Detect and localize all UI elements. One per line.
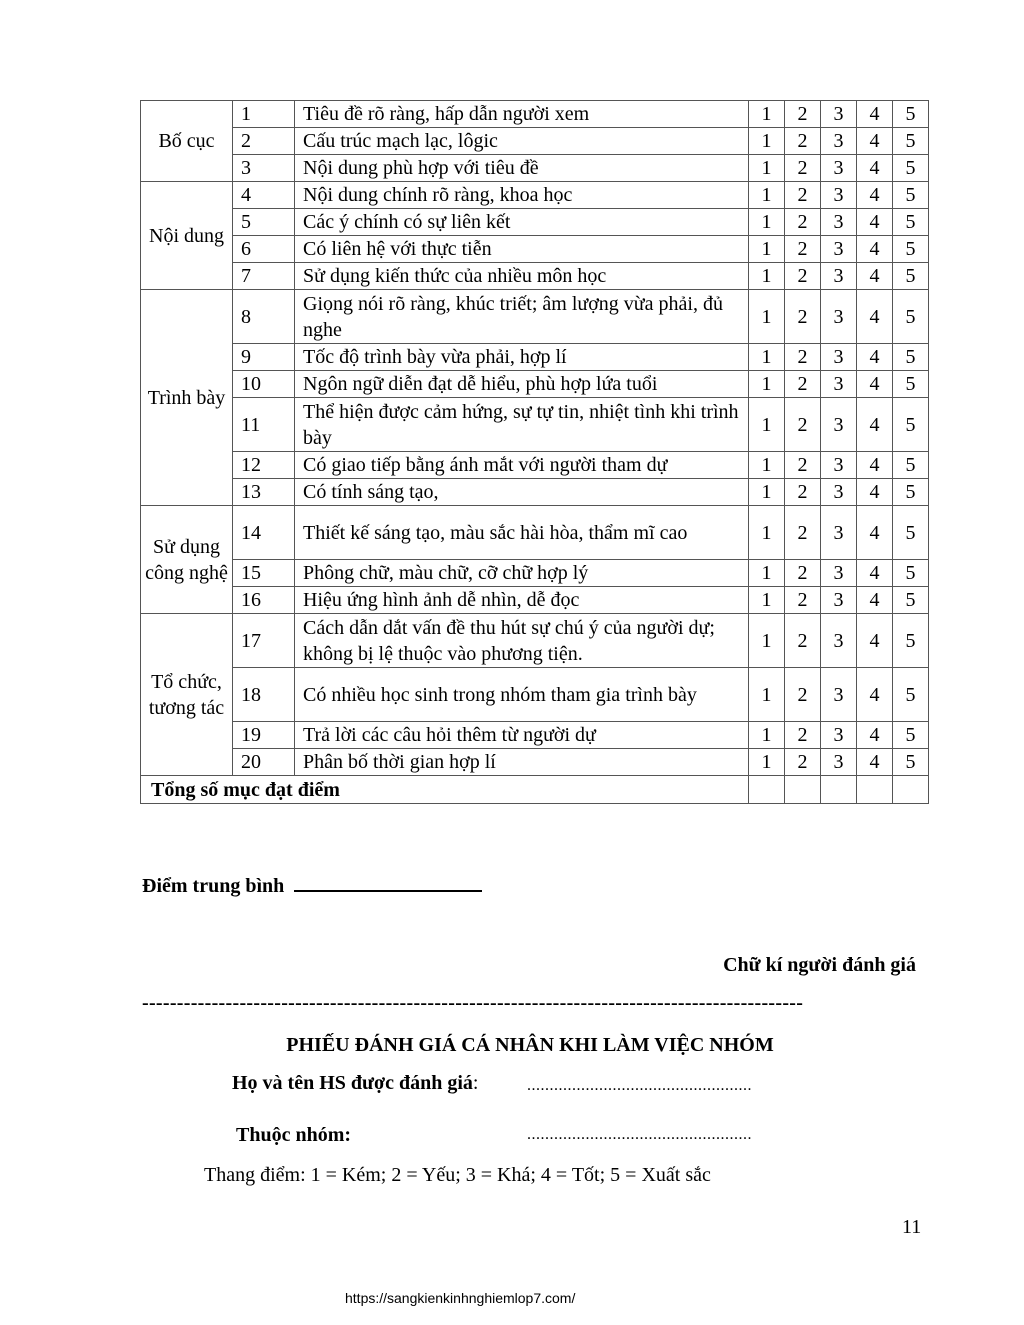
score-option-4[interactable]: 4 bbox=[857, 128, 893, 155]
score-option-3[interactable]: 3 bbox=[821, 749, 857, 776]
rubric-row bbox=[141, 398, 929, 452]
score-option-4[interactable]: 4 bbox=[857, 182, 893, 209]
rubric-row bbox=[141, 155, 929, 182]
total-cell[interactable] bbox=[749, 776, 785, 804]
rubric-row bbox=[141, 749, 929, 776]
criterion-text: Giọng nói rõ ràng, khúc triết; âm lượng vừa phải, đủ nghe bbox=[295, 290, 749, 344]
criterion-number: 9 bbox=[233, 344, 295, 371]
score-option-5[interactable]: 5 bbox=[893, 668, 929, 722]
score-option-1[interactable]: 1 bbox=[749, 236, 785, 263]
score-option-2[interactable]: 2 bbox=[785, 668, 821, 722]
criterion-text: Có tính sáng tạo, bbox=[295, 479, 749, 506]
score-option-4[interactable]: 4 bbox=[857, 560, 893, 587]
score-option-4[interactable]: 4 bbox=[857, 479, 893, 506]
criterion-number: 10 bbox=[233, 371, 295, 398]
separator-line: ----------------------------------------------------------------------------------------------- bbox=[142, 992, 804, 1014]
rubric-body bbox=[141, 101, 929, 804]
rubric-row bbox=[141, 560, 929, 587]
criterion-number: 6 bbox=[233, 236, 295, 263]
criterion-number: 18 bbox=[233, 668, 295, 722]
score-option-3[interactable]: 3 bbox=[821, 722, 857, 749]
rubric-row bbox=[141, 182, 929, 209]
page-number: 11 bbox=[902, 1216, 922, 1238]
rubric-row bbox=[141, 722, 929, 749]
criterion-number: 4 bbox=[233, 182, 295, 209]
score-option-1[interactable]: 1 bbox=[749, 506, 785, 560]
criterion-text: Cách dẫn dắt vấn đề thu hút sự chú ý của người dự; không bị lệ thuộc vào phương tiện. bbox=[295, 614, 749, 668]
score-option-2[interactable]: 2 bbox=[785, 101, 821, 128]
score-option-4[interactable]: 4 bbox=[857, 506, 893, 560]
score-option-4[interactable]: 4 bbox=[857, 614, 893, 668]
score-option-4[interactable]: 4 bbox=[857, 452, 893, 479]
criterion-text: Có giao tiếp bằng ánh mắt với người tham dự bbox=[295, 452, 749, 479]
score-option-2[interactable]: 2 bbox=[785, 587, 821, 614]
score-option-4[interactable]: 4 bbox=[857, 398, 893, 452]
evaluation-rubric-table bbox=[140, 100, 929, 804]
total-cell[interactable] bbox=[785, 776, 821, 804]
total-cell[interactable] bbox=[893, 776, 929, 804]
score-option-3[interactable]: 3 bbox=[821, 560, 857, 587]
average-score-label: Điểm trung bình bbox=[142, 875, 285, 897]
score-option-3[interactable]: 3 bbox=[821, 290, 857, 344]
score-option-1[interactable]: 1 bbox=[749, 101, 785, 128]
score-option-5[interactable]: 5 bbox=[893, 290, 929, 344]
score-option-1[interactable]: 1 bbox=[749, 344, 785, 371]
score-option-3[interactable]: 3 bbox=[821, 506, 857, 560]
score-option-4[interactable]: 4 bbox=[857, 263, 893, 290]
score-option-4[interactable]: 4 bbox=[857, 587, 893, 614]
score-option-1[interactable]: 1 bbox=[749, 290, 785, 344]
criterion-text: Nội dung phù hợp với tiêu đề bbox=[295, 155, 749, 182]
score-option-5[interactable]: 5 bbox=[893, 182, 929, 209]
category-label: Sử dụng công nghệ bbox=[141, 506, 233, 614]
score-option-5[interactable]: 5 bbox=[893, 560, 929, 587]
criterion-text: Phông chữ, màu chữ, cỡ chữ hợp lý bbox=[295, 560, 749, 587]
rubric-row bbox=[141, 371, 929, 398]
criterion-number: 15 bbox=[233, 560, 295, 587]
score-option-3[interactable]: 3 bbox=[821, 398, 857, 452]
score-option-2[interactable]: 2 bbox=[785, 209, 821, 236]
rubric-row bbox=[141, 263, 929, 290]
rubric-row bbox=[141, 506, 929, 560]
score-option-1[interactable]: 1 bbox=[749, 182, 785, 209]
average-score-row bbox=[142, 872, 482, 898]
rubric-row bbox=[141, 587, 929, 614]
criterion-text: Có nhiều học sinh trong nhóm tham gia trình bày bbox=[295, 668, 749, 722]
criterion-text: Thể hiện được cảm hứng, sự tự tin, nhiệt tình khi trình bày bbox=[295, 398, 749, 452]
score-option-5[interactable]: 5 bbox=[893, 587, 929, 614]
score-option-3[interactable]: 3 bbox=[821, 101, 857, 128]
student-name-blank[interactable]: .................................................. bbox=[527, 1077, 752, 1094]
score-option-4[interactable]: 4 bbox=[857, 155, 893, 182]
score-option-5[interactable]: 5 bbox=[893, 344, 929, 371]
score-option-2[interactable]: 2 bbox=[785, 506, 821, 560]
score-option-3[interactable]: 3 bbox=[821, 128, 857, 155]
criterion-text: Phân bố thời gian hợp lí bbox=[295, 749, 749, 776]
score-option-4[interactable]: 4 bbox=[857, 371, 893, 398]
score-option-2[interactable]: 2 bbox=[785, 371, 821, 398]
score-option-2[interactable]: 2 bbox=[785, 263, 821, 290]
rubric-row bbox=[141, 101, 929, 128]
criterion-text: Có liên hệ với thực tiễn bbox=[295, 236, 749, 263]
score-option-1[interactable]: 1 bbox=[749, 155, 785, 182]
criterion-number: 20 bbox=[233, 749, 295, 776]
group-label: Thuộc nhóm: bbox=[236, 1124, 352, 1146]
rubric-row bbox=[141, 290, 929, 344]
score-option-3[interactable]: 3 bbox=[821, 371, 857, 398]
criterion-number: 3 bbox=[233, 155, 295, 182]
criterion-text: Thiết kế sáng tạo, màu sắc hài hòa, thẩm mĩ cao bbox=[295, 506, 749, 560]
score-option-5[interactable]: 5 bbox=[893, 722, 929, 749]
score-option-4[interactable]: 4 bbox=[857, 668, 893, 722]
score-option-1[interactable]: 1 bbox=[749, 722, 785, 749]
score-option-2[interactable]: 2 bbox=[785, 722, 821, 749]
student-name-label: Họ và tên HS được đánh giá bbox=[232, 1072, 473, 1094]
criterion-number: 8 bbox=[233, 290, 295, 344]
score-option-4[interactable]: 4 bbox=[857, 722, 893, 749]
footer-url[interactable]: https://sangkienkinhnghiemlop7.com/ bbox=[345, 1290, 576, 1306]
score-option-1[interactable]: 1 bbox=[749, 479, 785, 506]
rubric-row bbox=[141, 236, 929, 263]
score-option-1[interactable]: 1 bbox=[749, 560, 785, 587]
score-option-3[interactable]: 3 bbox=[821, 155, 857, 182]
criterion-text: Tốc độ trình bày vừa phải, hợp lí bbox=[295, 344, 749, 371]
total-cell[interactable] bbox=[857, 776, 893, 804]
score-option-3[interactable]: 3 bbox=[821, 614, 857, 668]
criterion-number: 14 bbox=[233, 506, 295, 560]
criterion-number: 16 bbox=[233, 587, 295, 614]
score-option-1[interactable]: 1 bbox=[749, 128, 785, 155]
rubric-row bbox=[141, 479, 929, 506]
total-cell[interactable] bbox=[821, 776, 857, 804]
score-option-5[interactable]: 5 bbox=[893, 263, 929, 290]
criterion-text: Cấu trúc mạch lạc, lôgic bbox=[295, 128, 749, 155]
criterion-number: 7 bbox=[233, 263, 295, 290]
score-option-5[interactable]: 5 bbox=[893, 236, 929, 263]
score-option-4[interactable]: 4 bbox=[857, 749, 893, 776]
score-option-2[interactable]: 2 bbox=[785, 344, 821, 371]
score-option-5[interactable]: 5 bbox=[893, 452, 929, 479]
score-option-2[interactable]: 2 bbox=[785, 236, 821, 263]
criterion-text: Nội dung chính rõ ràng, khoa học bbox=[295, 182, 749, 209]
score-option-5[interactable]: 5 bbox=[893, 398, 929, 452]
score-option-5[interactable]: 5 bbox=[893, 155, 929, 182]
criterion-number: 17 bbox=[233, 614, 295, 668]
rubric-row bbox=[141, 128, 929, 155]
score-option-1[interactable]: 1 bbox=[749, 749, 785, 776]
score-option-2[interactable]: 2 bbox=[785, 614, 821, 668]
score-option-4[interactable]: 4 bbox=[857, 290, 893, 344]
score-option-4[interactable]: 4 bbox=[857, 344, 893, 371]
average-score-blank[interactable] bbox=[294, 872, 482, 892]
score-option-1[interactable]: 1 bbox=[749, 587, 785, 614]
score-option-1[interactable]: 1 bbox=[749, 614, 785, 668]
score-option-1[interactable]: 1 bbox=[749, 452, 785, 479]
score-option-2[interactable]: 2 bbox=[785, 479, 821, 506]
total-row bbox=[141, 776, 929, 804]
score-option-3[interactable]: 3 bbox=[821, 452, 857, 479]
criterion-text: Hiệu ứng hình ảnh dễ nhìn, dễ đọc bbox=[295, 587, 749, 614]
student-name-row bbox=[232, 1072, 478, 1095]
criterion-text: Các ý chính có sự liên kết bbox=[295, 209, 749, 236]
rubric-row bbox=[141, 614, 929, 668]
category-label: Tổ chức, tương tác bbox=[141, 614, 233, 776]
score-scale-legend: Thang điểm: 1 = Kém; 2 = Yếu; 3 = Khá; 4 = Tốt; 5 = Xuất sắc bbox=[204, 1164, 711, 1186]
criterion-number: 1 bbox=[233, 101, 295, 128]
score-option-4[interactable]: 4 bbox=[857, 236, 893, 263]
score-option-2[interactable]: 2 bbox=[785, 155, 821, 182]
score-option-1[interactable]: 1 bbox=[749, 209, 785, 236]
rubric-row bbox=[141, 209, 929, 236]
score-option-3[interactable]: 3 bbox=[821, 479, 857, 506]
score-option-5[interactable]: 5 bbox=[893, 371, 929, 398]
category-label: Bố cục bbox=[141, 101, 233, 182]
individual-form-title: PHIẾU ĐÁNH GIÁ CÁ NHÂN KHI LÀM VIỆC NHÓM bbox=[286, 1034, 774, 1056]
score-option-1[interactable]: 1 bbox=[749, 371, 785, 398]
score-option-4[interactable]: 4 bbox=[857, 209, 893, 236]
score-option-2[interactable]: 2 bbox=[785, 290, 821, 344]
score-option-2[interactable]: 2 bbox=[785, 398, 821, 452]
score-option-5[interactable]: 5 bbox=[893, 101, 929, 128]
score-option-3[interactable]: 3 bbox=[821, 236, 857, 263]
total-label: Tổng số mục đạt điểm bbox=[141, 776, 749, 804]
criterion-text: Ngôn ngữ diễn đạt dễ hiểu, phù hợp lứa tuổi bbox=[295, 371, 749, 398]
score-option-2[interactable]: 2 bbox=[785, 749, 821, 776]
student-name-colon: : bbox=[472, 1072, 479, 1094]
score-option-2[interactable]: 2 bbox=[785, 128, 821, 155]
score-option-5[interactable]: 5 bbox=[893, 479, 929, 506]
score-option-3[interactable]: 3 bbox=[821, 263, 857, 290]
score-option-3[interactable]: 3 bbox=[821, 182, 857, 209]
group-blank[interactable]: .................................................. bbox=[527, 1126, 752, 1143]
criterion-number: 13 bbox=[233, 479, 295, 506]
score-option-5[interactable]: 5 bbox=[893, 209, 929, 236]
criterion-text: Tiêu đề rõ ràng, hấp dẫn người xem bbox=[295, 101, 749, 128]
score-option-5[interactable]: 5 bbox=[893, 614, 929, 668]
score-option-3[interactable]: 3 bbox=[821, 209, 857, 236]
criterion-text: Trả lời các câu hỏi thêm từ người dự bbox=[295, 722, 749, 749]
criterion-number: 11 bbox=[233, 398, 295, 452]
score-option-3[interactable]: 3 bbox=[821, 344, 857, 371]
score-option-2[interactable]: 2 bbox=[785, 182, 821, 209]
score-option-1[interactable]: 1 bbox=[749, 263, 785, 290]
category-label: Nội dung bbox=[141, 182, 233, 290]
criterion-text: Sử dụng kiến thức của nhiều môn học bbox=[295, 263, 749, 290]
score-option-1[interactable]: 1 bbox=[749, 668, 785, 722]
criterion-number: 12 bbox=[233, 452, 295, 479]
rubric-row bbox=[141, 668, 929, 722]
rubric-row bbox=[141, 452, 929, 479]
score-option-5[interactable]: 5 bbox=[893, 506, 929, 560]
criterion-number: 5 bbox=[233, 209, 295, 236]
score-option-1[interactable]: 1 bbox=[749, 398, 785, 452]
criterion-number: 19 bbox=[233, 722, 295, 749]
score-option-3[interactable]: 3 bbox=[821, 587, 857, 614]
criterion-number: 2 bbox=[233, 128, 295, 155]
score-option-2[interactable]: 2 bbox=[785, 560, 821, 587]
evaluator-signature-label: Chữ kí người đánh giá bbox=[723, 954, 916, 976]
rubric-row bbox=[141, 344, 929, 371]
score-option-4[interactable]: 4 bbox=[857, 101, 893, 128]
score-option-3[interactable]: 3 bbox=[821, 668, 857, 722]
score-option-2[interactable]: 2 bbox=[785, 452, 821, 479]
category-label: Trình bày bbox=[141, 290, 233, 506]
score-option-5[interactable]: 5 bbox=[893, 749, 929, 776]
score-option-5[interactable]: 5 bbox=[893, 128, 929, 155]
